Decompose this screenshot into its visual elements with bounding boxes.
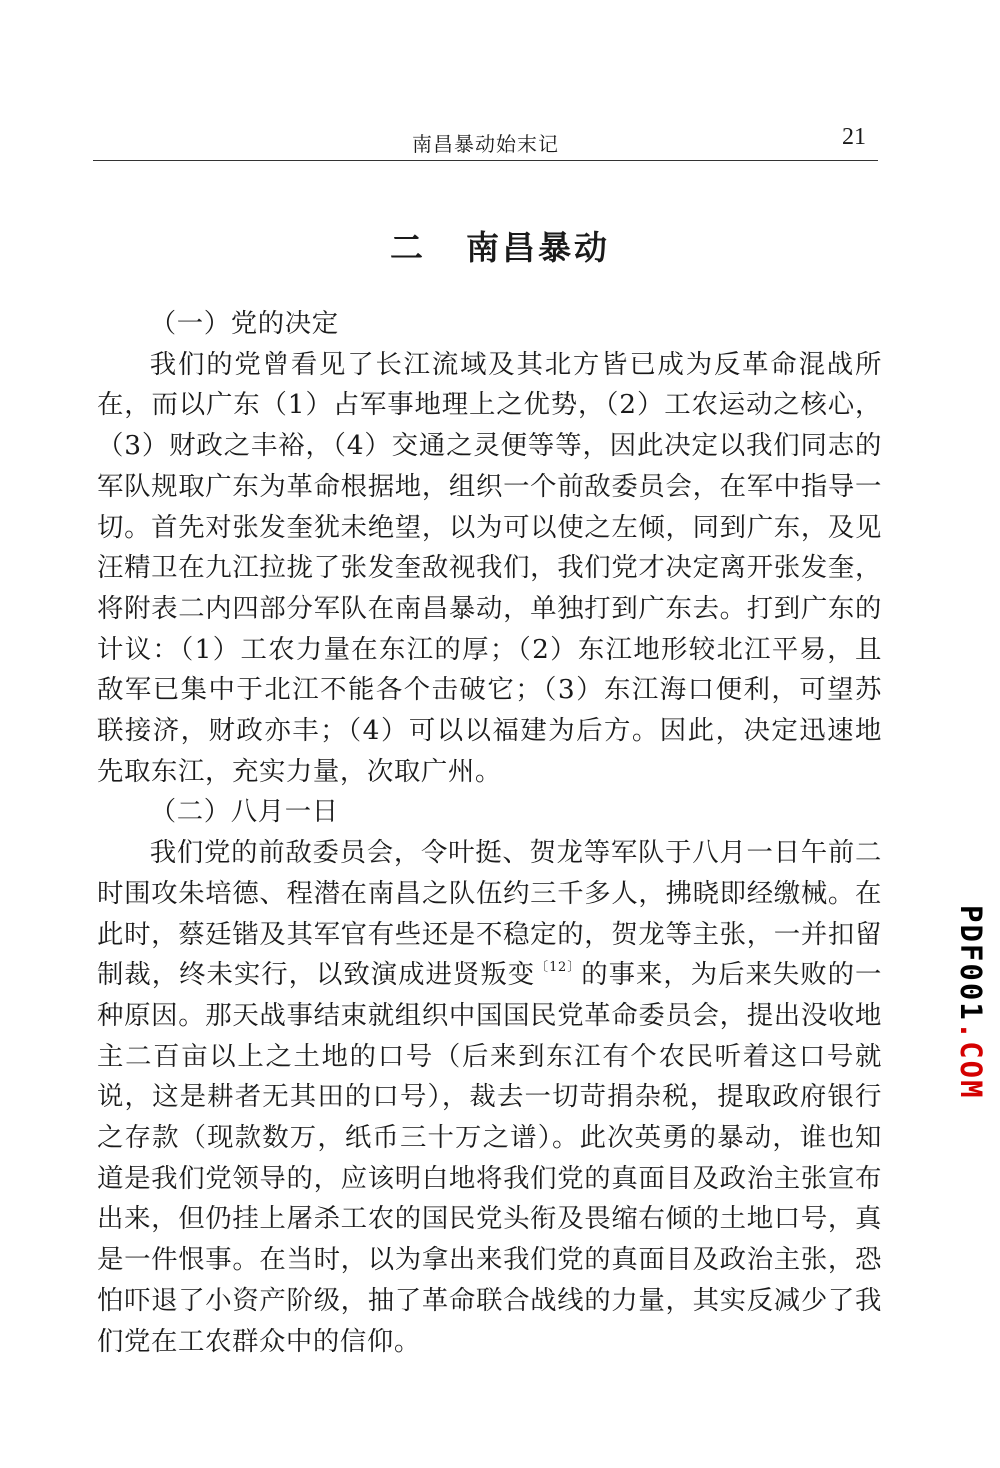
watermark-suffix: .COM <box>954 1021 988 1100</box>
paragraph-2-part-1: 我们党的前敌委员会，令叶挺、贺龙等军队于八月一日午前二时围攻朱培德、程潜在南昌之队伍约三千多人，拂晓即经缴械。在此时，蔡廷锴及其军官有些还是不稳定的，贺龙等主张，一并扣留制裁，终未实行，以致演成进贤叛变 <box>97 837 882 991</box>
chapter-number: 二 <box>390 228 426 267</box>
section-heading-2: （二）八月一日 <box>149 796 339 828</box>
paragraph-2-part-2: 的事来，为后来失败的一种原因。那天战事结束就组织中国国民党革命委员会，提出没收地主二百亩以上之土地的口号（后来到东江有个农民听着这口号就说，这是耕者无其田的口号），裁去一切苛捐杂税，提取政府银行之存款（现款数万，纸币三十万之谱）。此次英勇的暴动，谁也知道是我们党领导的，应该明白地将我们党的真面目及政治主张宣布出来，但仍挂上屠杀工农的国民党头衔及畏缩右倾的土地口号，真是一件恨事。在当时，以为拿出来我们党的真面目及政治主张，恐怕吓退了小资产阶级，抽了革命联合战线的力量，其实反减少了我们党在工农群众中的信仰。 <box>97 959 882 1357</box>
watermark <box>928 905 988 1105</box>
paragraph-2 <box>97 833 882 1362</box>
body-text <box>97 304 882 1362</box>
footnote-marker: 〔12〕 <box>535 960 582 976</box>
chapter-title <box>0 222 1000 269</box>
paragraph-1: 我们的党曾看见了长江流域及其北方皆已成为反革命混战所在，而以广东（1）占军事地理上之优势，（2）工农运动之核心，（3）财政之丰裕，（4）交通之灵便等等，因此决定以我们同志的军队规取广东为革命根据地，组织一个前敌委员会，在军中指导一切。首先对张发奎犹未绝望，以为可以使之左倾，同到广东，及见汪精卫在九江拉拢了张发奎敌视我们，我们党才决定离开张发奎，将附表二内四部分军队在南昌暴动，单独打到广东去。打到广东的计议：（1）工农力量在东江的厚；（2）东江地形较北江平易，且敌军已集中于北江不能各个击破它；（3）东江海口便利，可望苏联接济，财政亦丰；（4）可以以福建为后方。因此，决定迅速地先取东江，充实力量，次取广州。 <box>97 348 882 787</box>
page-number: 21 <box>842 124 866 150</box>
chapter-title-text: 南昌暴动 <box>466 228 610 267</box>
running-title: 南昌暴动始末记 <box>412 132 559 156</box>
header-rule <box>93 160 878 161</box>
watermark-prefix: PDF001 <box>954 905 988 1022</box>
running-header <box>93 122 878 158</box>
section-heading-1: （一）党的决定 <box>149 308 339 339</box>
